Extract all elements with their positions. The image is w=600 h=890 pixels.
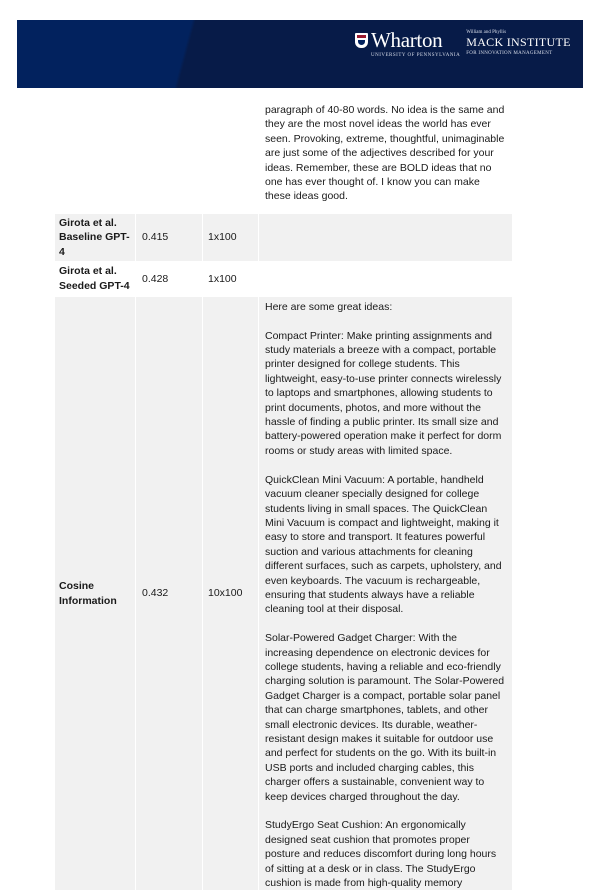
prompt-paragraph: Compact Printer: Make printing assignments and study materials a breeze with a compact, portable printer designed for college students. This lightweight, easy-to-use printer connects wirelessly to laptops and smartphones, allowing students to print documents, photos, and more without the hassle of finding a public printer. Its small size and battery-powered operation make it perfect for dorm rooms or study areas with limited space. — [265, 329, 502, 457]
method-cell: Girota et al. Baseline GPT-4 — [55, 214, 136, 261]
table-row — [55, 261, 512, 297]
score-cell: 0.415 — [136, 214, 203, 261]
table-row-continuation — [55, 100, 512, 214]
prompt-cell — [259, 261, 513, 297]
prompt-paragraph: StudyErgo Seat Cushion: An ergonomically designed seat cushion that promotes proper posture and reduces discomfort during long hours of sitting at a desk or in class. The StudyErgo cushion is made from high-quality memory — [265, 819, 497, 890]
prompt-paragraph: Here are some great ideas: — [265, 300, 393, 313]
method-cell: Girota et al. Seeded GPT-4 — [59, 265, 130, 292]
institute-subtitle: FOR INNOVATION MANAGEMENT — [466, 51, 553, 56]
design-cell: 1x100 — [203, 261, 259, 297]
results-table — [55, 100, 512, 890]
table-row — [55, 297, 512, 890]
upenn-subtitle: UNIVERSITY OF PENNSYLVANIA — [371, 53, 461, 58]
design-cell: 10x100 — [203, 297, 259, 890]
prompt-cell — [259, 297, 513, 890]
wharton-wordmark: Wharton — [371, 28, 443, 52]
design-cell — [203, 100, 259, 214]
score-cell: 0.428 — [136, 261, 203, 297]
method-cell: Cosine Information — [55, 297, 136, 890]
prompt-cell — [259, 214, 513, 261]
method-cell — [55, 100, 136, 214]
score-cell — [136, 100, 203, 214]
prompt-paragraph: Solar-Powered Gadget Charger: With the increasing dependence on electronic devices for college students, having a reliable and eco-friendly charging solution is paramount. The Solar-Powered Gadget Charger is a compact, portable solar panel that can charge smartphones, tablets, and other small electronic devices. Its durable, weather-resistant design makes it suitable for outdoor use and perfect for students on the go. With its built-in USB ports and included charging cables, this charger offers a sustainable, convenient way to keep devices charged throughout the day. — [265, 632, 505, 803]
score-cell: 0.432 — [136, 297, 203, 890]
institute-name: MACK INSTITUTE — [466, 35, 571, 49]
wharton-mack-logo — [355, 30, 571, 70]
design-cell: 1x100 — [203, 214, 259, 261]
header-banner — [17, 20, 583, 88]
institute-prefix: William and Phyllis — [466, 30, 507, 35]
prompt-paragraph: QuickClean Mini Vacuum: A portable, handheld vacuum cleaner specially designed for college students living in small spaces. The QuickClean Mini Vacuum is compact and lightweight, making it easy to store and transport. It features powerful suction and various attachments for cleaning different surfaces, such as carpets, upholstery, and even keyboards. The vacuum is rechargeable, ensuring that students always have a reliable cleaning tool at their disposal. — [265, 473, 502, 616]
table-row — [55, 214, 512, 261]
prompt-cell — [259, 100, 513, 214]
prompt-continued-text: paragraph of 40-80 words. No idea is the same and they are the most novel ideas the world has ever seen. Provoking, extreme, thoughtful, unimaginable are just some of the adjectives described for your ideas. Remember, these are BOLD ideas that no one has ever thought of. I know you can make these ideas good. — [265, 104, 505, 203]
penn-shield-icon — [355, 33, 368, 48]
